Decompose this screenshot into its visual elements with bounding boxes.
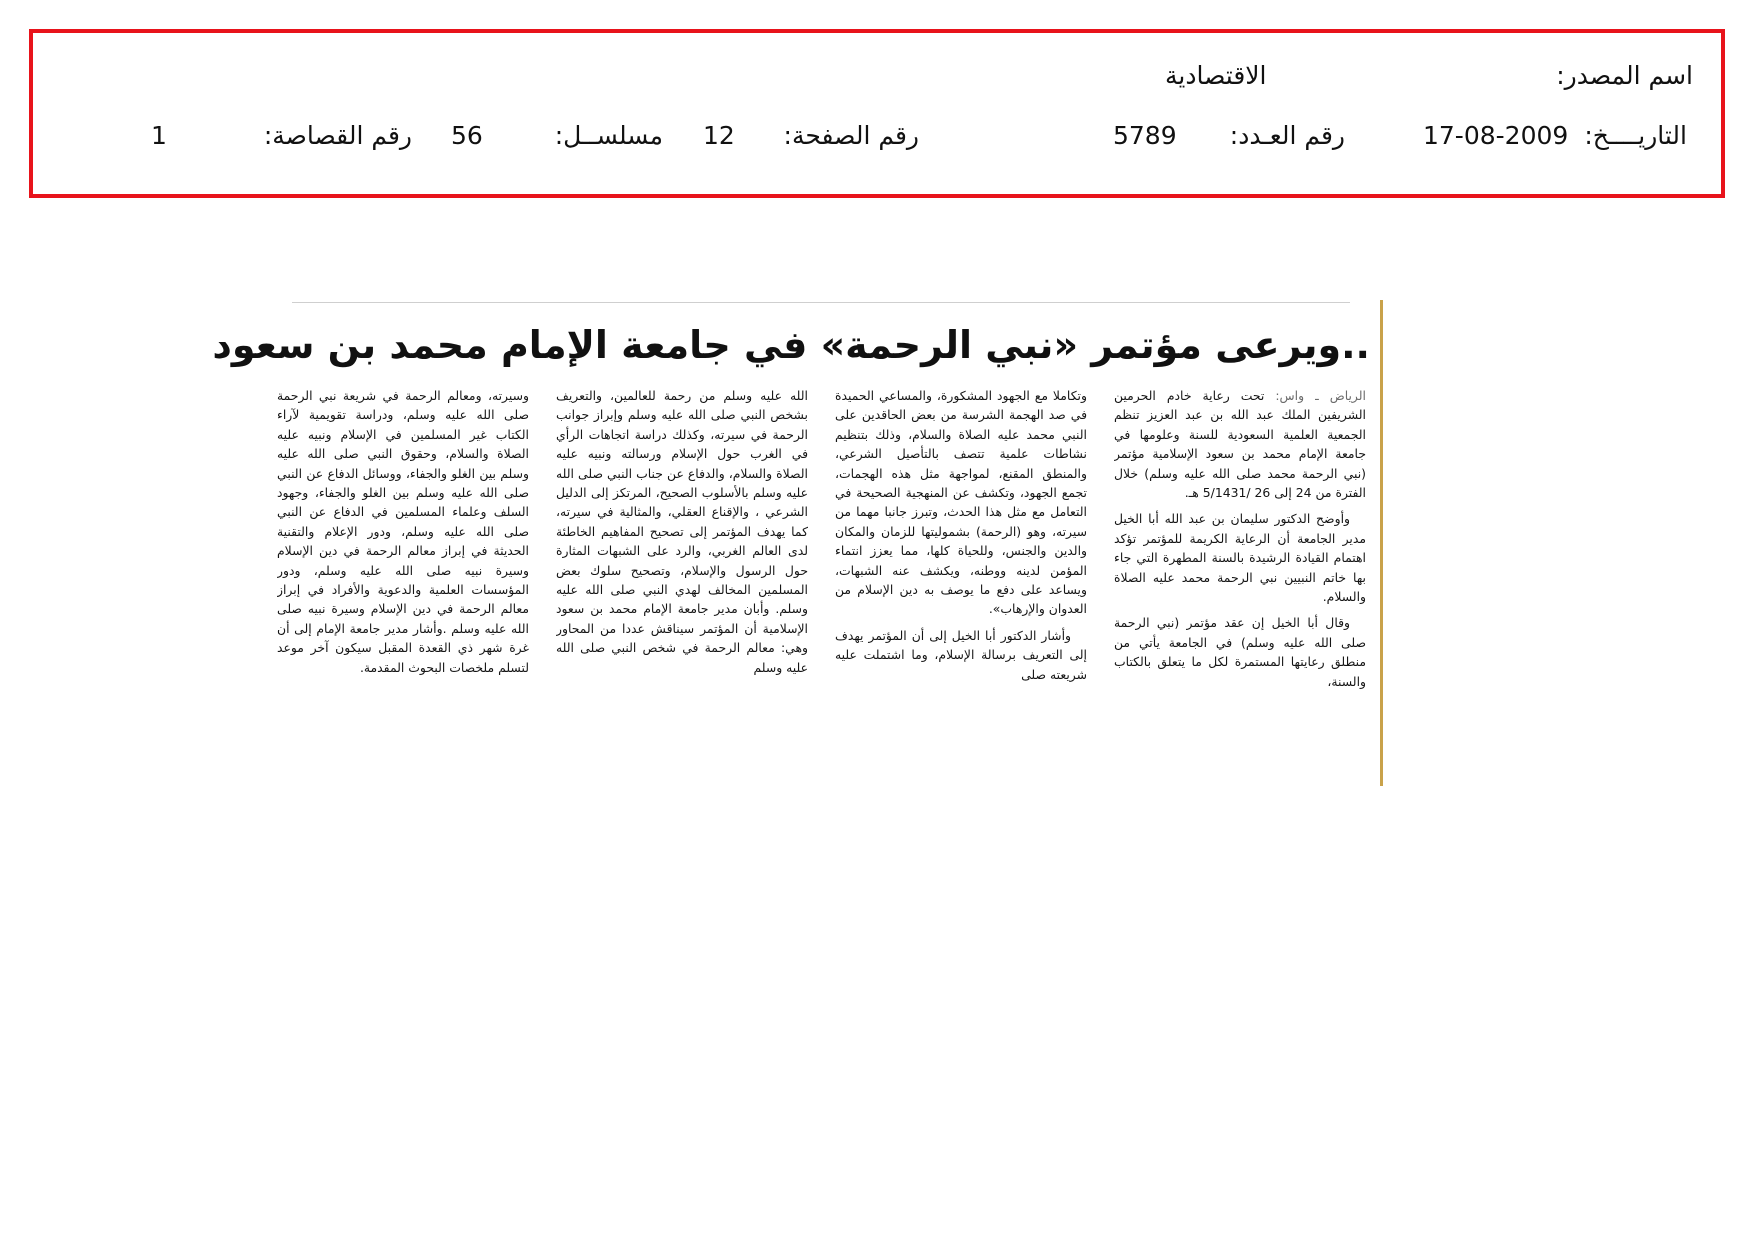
article-column-4 xyxy=(277,386,529,778)
date-label: التاريــــخ: xyxy=(1584,121,1687,150)
issue-value: 5789 xyxy=(1113,121,1177,150)
article-column-3 xyxy=(556,386,808,778)
source-value: الاقتصادية xyxy=(1165,61,1267,90)
source-label: اسم المصدر: xyxy=(1556,61,1693,90)
column-1-paragraph-1: تحت رعاية خادم الحرمين الشريفين الملك عبد الله بن عبد العزيز تنظم الجمعية العلمية السعودية للسنة وعلومها في جامعة الإمام محمد بن سعود الإسلامية مؤتمر (نبي الرحمة محمد صلى الله عليه وسلم) خلال الفترة من 24 إلى 26 /5/1431 هـ. xyxy=(1114,388,1366,501)
column-1-paragraph-3: وقال أبا الخيل إن عقد مؤتمر (نبي الرحمة صلى الله عليه وسلم) في الجامعة يأتي من منطلق رعايتها المستمرة لكل ما يتعلق بالكتاب والسنة، xyxy=(1114,615,1366,689)
column-4-paragraph-1: وسيرته، ومعالم الرحمة في شريعة نبي الرحمة صلى الله عليه وسلم، ودراسة تقويمية لآراء الكتاب غير المسلمين في الإسلام ونبيه عليه الصلاة والسلام، وحقوق النبي صلى الله عليه وسلم بين الغلو والجفاء، ووسائل الدفاع عن النبي صلى الله عليه وسلم بين الغلو والجفاء، وجهود السلف وعلماء المسلمين في الدفاع عن النبي صلى الله عليه وسلم، ودور الإعلام والتقنية الحديثة في إبراز معالم الرحمة في دين الإسلام وسيرة نبيه صلى الله عليه وسلم، ودور المؤسسات العلمية والدعوية والأفراد في إبراز معالم الرحمة في دين الإسلام وسيرة نبيه صلى الله عليه وسلم .وأشار مدير جامعة الإمام إلى أن غرة شهر ذي القعدة المقبل سيكون آخر موعد لتسلم ملخصات البحوث المقدمة. xyxy=(277,388,529,675)
top-rule xyxy=(292,302,1350,303)
page-number-label: رقم الصفحة: xyxy=(783,121,919,150)
article-headline: ..ويرعى مؤتمر «نبي الرحمة» في جامعة الإمام محمد بن سعود xyxy=(212,323,1370,367)
column-2-paragraph-1: وتكاملا مع الجهود المشكورة، والمساعي الحميدة في صد الهجمة الشرسة من بعض الحاقدين على النبي محمد عليه الصلاة والسلام، وذلك بتنظيم نشاطات علمية تتصف بالتأصيل الشرعي، والمنطق المقنع، لمواجهة مثل هذه الهجمات، تجمع الجهود، وتكشف عن المنهجية الصحيحة في التعامل مع مثل هذا الحدث، وتبرز جانبا مهما من سيرته، وهو (الرحمة) بشموليتها للزمان والمكان والدين والجنس، وللحياة كلها، مما يعزز انتماء المؤمن لدينه ووطنه، ويكشف عنه الشبهات، ويساعد على دفع ما يوصف به دين الإسلام من العدوان والإرهاب». xyxy=(835,388,1087,617)
serial-label: مسلســل: xyxy=(554,121,663,150)
article-dateline: الرياض ـ واس: xyxy=(1275,388,1366,403)
article-column-1 xyxy=(1114,386,1366,778)
date-value: 17-08-2009 xyxy=(1423,121,1569,150)
column-1-paragraph-2: وأوضح الدكتور سليمان بن عبد الله أبا الخيل مدير الجامعة أن الرعاية الكريمة للمؤتمر تؤكد اهتمام القيادة الرشيدة بالسنة المطهرة التي جاء بها خاتم النبيين نبي الرحمة محمد عليه الصلاة والسلام. xyxy=(1114,511,1366,605)
page-number-value: 12 xyxy=(703,121,735,150)
column-2-paragraph-2: وأشار الدكتور أبا الخيل إلى أن المؤتمر يهدف إلى التعريف برسالة الإسلام، وما اشتملت عليه شريعته صلى xyxy=(835,627,1087,682)
article-side-rule xyxy=(1380,300,1383,786)
article-column-2 xyxy=(835,386,1087,778)
clipping-number-label: رقم القصاصة: xyxy=(263,121,412,150)
clipping-number-value: 1 xyxy=(151,121,167,150)
column-3-paragraph-1: الله عليه وسلم من رحمة للعالمين، والتعريف بشخص النبي صلى الله عليه وسلم وإبراز جوانب الرحمة في سيرته، وكذلك دراسة اتجاهات الرأي في الغرب حول الإسلام ورسالته ونبيه عليه الصلاة والسلام، والدفاع عن جناب النبي صلى الله عليه وسلم بالأسلوب الصحيح، المرتكز إلى الدليل الشرعي ، والإقناع العقلي، والمثالية في سيرته، كما يهدف المؤتمر إلى تصحيح المفاهيم الخاطئة لدى العالم الغربي، والرد على الشبهات المثارة حول الرسول والإسلام، وتصحيح سلوك بعض المسلمين المخالف لهدي النبي صلى الله عليه وسلم. وأبان مدير جامعة الإمام محمد بن سعود الإسلامية أن المؤتمر سيناقش عددا من المحاور وهي: معالم الرحمة في شخص النبي صلى الله عليه وسلم xyxy=(556,388,808,675)
issue-label: رقم العـدد: xyxy=(1229,121,1345,150)
clipping-info-box xyxy=(29,29,1725,198)
serial-value: 56 xyxy=(451,121,483,150)
newspaper-article-clipping xyxy=(212,300,1384,786)
